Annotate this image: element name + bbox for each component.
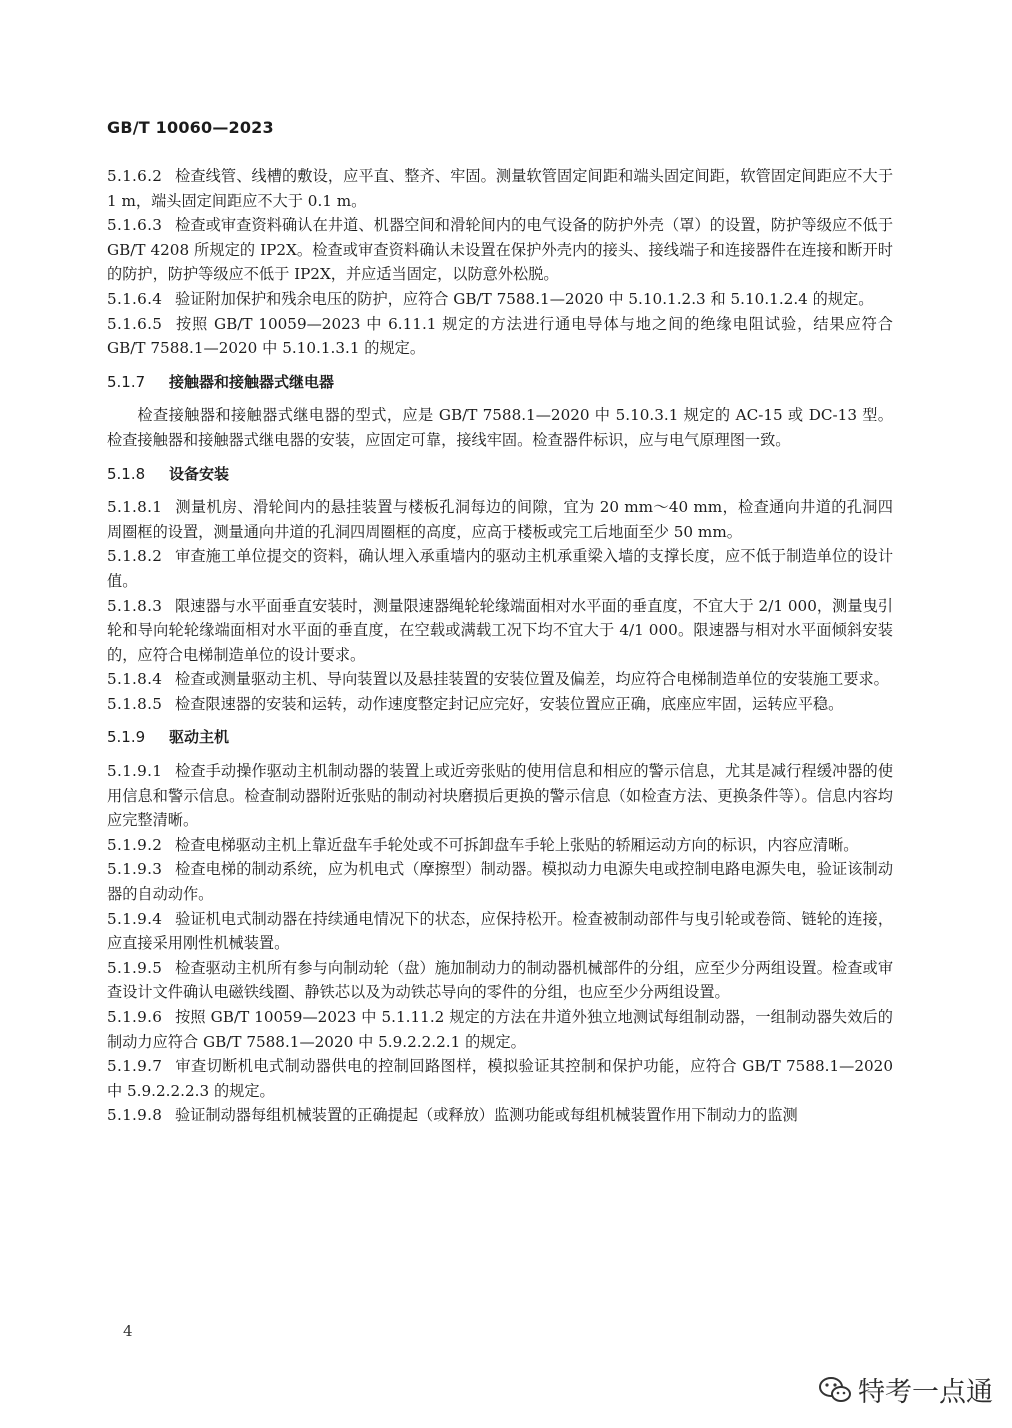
clause-number: 5.1.8.4 bbox=[107, 670, 163, 689]
watermark bbox=[818, 1370, 993, 1409]
wechat-icon bbox=[818, 1375, 852, 1405]
watermark-text: 特考一点通 bbox=[858, 1377, 993, 1408]
clause-number: 5.1.6.4 bbox=[107, 289, 163, 308]
clause-number: 5.1.9.4 bbox=[107, 909, 163, 928]
clause bbox=[107, 667, 893, 692]
clause-text: 检查线管、线槽的敷设，应平直、整齐、牢固。测量软管固定间距和端头固定间距，软管固定间距应不大于 1 m，端头固定间距应不大于 0.1 m。 bbox=[107, 167, 893, 210]
clause-number: 5.1.6.5 bbox=[107, 314, 163, 333]
clause-text: 检查限速器的安装和运转，动作速度整定封记应完好，安装位置应正确，底座应牢固，运转应平稳。 bbox=[175, 694, 844, 713]
clause-text: 检查电梯的制动系统，应为机电式（摩擦型）制动器。模拟动力电源失电或控制电路电源失电，验证该制动器的自动动作。 bbox=[107, 860, 893, 904]
clause bbox=[107, 287, 893, 312]
clause bbox=[107, 759, 893, 833]
clause-number: 5.1.9 bbox=[107, 728, 146, 747]
clause bbox=[107, 544, 893, 593]
clause-text: 限速器与水平面垂直安装时，测量限速器绳轮轮缘端面相对水平面的垂直度，不宜大于 2/1 000，测量曳引轮和导向轮轮缘端面相对水平面的垂直度，在空载或满载工况下均不宜大于 4/1 000。限速器与相对水平面倾斜安装的，应符合电梯制造单位的设计要求。 bbox=[107, 596, 893, 664]
clause-text: 检查驱动主机所有参与向制动轮（盘）施加制动力的制动器机械部件的分组，应至少分两组设置。检查或审查设计文件确认电磁铁线圈、静铁芯以及为动铁芯导向的零件的分组，也应至少分两组设置。 bbox=[107, 958, 893, 1002]
clause-text: 验证附加保护和残余电压的防护，应符合 GB/T 7588.1—2020 中 5.10.1.2.3 和 5.10.1.2.4 的规定。 bbox=[175, 289, 874, 308]
clause bbox=[107, 1054, 893, 1103]
clause-number: 5.1.9.6 bbox=[107, 1008, 163, 1026]
clause bbox=[107, 164, 893, 213]
clause-number: 5.1.8.3 bbox=[107, 596, 163, 615]
clause-text: 审查施工单位提交的资料，确认埋入承重墙内的驱动主机承重梁入墙的支撑长度，应不低于制造单位的设计值。 bbox=[107, 547, 893, 590]
clause-text: 检查或审查资料确认在井道、机器空间和滑轮间内的电气设备的防护外壳（罩）的设置，防护等级应不低于 GB/T 4208 所规定的 IP2X。检查或审查资料确认未设置在保护外壳内的接头、接线端子和连接器件在连接和断开时的防护，防护等级应不低于 IP2X，并应适当固定，以防意外松脱。 bbox=[107, 216, 893, 284]
clause-text: 设备安装 bbox=[169, 464, 230, 483]
clause bbox=[107, 857, 893, 906]
standard-code: GB/T 10060—2023 bbox=[107, 118, 274, 137]
document-body bbox=[107, 164, 893, 1128]
clause-number: 5.1.8.1 bbox=[107, 498, 163, 517]
clause-number: 5.1.9.2 bbox=[107, 835, 163, 854]
clause-text: 按照 GB/T 10059—2023 中 5.1.11.2 规定的方法在井道外独立地测试每组制动器，一组制动器失效后的制动力应符合 GB/T 7588.1—2020 中 5.9.2.2.2.1 的规定。 bbox=[107, 1008, 893, 1051]
clause-text: 检查电梯驱动主机上靠近盘车手轮处或不可拆卸盘车手轮上张贴的轿厢运动方向的标识，内容应清晰。 bbox=[175, 835, 859, 854]
clause bbox=[107, 692, 893, 717]
clause-text: 按照 GB/T 10059—2023 中 6.11.1 规定的方法进行通电导体与地之间的绝缘电阻试验，结果应符合 GB/T 7588.1—2020 中 5.10.1.3.1 的规定。 bbox=[107, 314, 893, 358]
clause-number: 5.1.9.1 bbox=[107, 762, 163, 781]
clause bbox=[107, 312, 893, 361]
page-number: 4 bbox=[123, 1322, 133, 1340]
clause-number: 5.1.6.3 bbox=[107, 216, 163, 235]
clause bbox=[107, 956, 893, 1005]
clause-number: 5.1.9.5 bbox=[107, 958, 163, 977]
clause bbox=[107, 833, 893, 858]
clause bbox=[107, 1103, 893, 1128]
clause bbox=[107, 1005, 893, 1054]
clause-text: 测量机房、滑轮间内的悬挂装置与楼板孔洞每边的间隙，宜为 20 mm～40 mm，检查通向井道的孔洞四周圈框的设置，测量通向井道的孔洞四周圈框的高度，应高于楼板或完工后地面至少 50 mm。 bbox=[107, 498, 893, 541]
paragraph bbox=[107, 403, 893, 452]
clause-text: 验证制动器每组机械装置的正确提起（或释放）监测功能或每组机械装置作用下制动力的监测 bbox=[175, 1106, 798, 1125]
clause-text: 审查切断机电式制动器供电的控制回路图样，模拟验证其控制和保护功能，应符合 GB/T 7588.1—2020 中 5.9.2.2.2.3 的规定。 bbox=[107, 1057, 893, 1100]
clause bbox=[107, 594, 893, 668]
clause-number: 5.1.9.8 bbox=[107, 1106, 163, 1125]
section-heading bbox=[107, 370, 893, 395]
clause bbox=[107, 495, 893, 544]
clause-number: 5.1.8.2 bbox=[107, 547, 163, 566]
clause-number: 5.1.8.5 bbox=[107, 694, 163, 713]
clause bbox=[107, 213, 893, 287]
section-heading bbox=[107, 725, 893, 750]
clause-number: 5.1.8 bbox=[107, 464, 146, 483]
clause-text: 检查接触器和接触器式继电器的型式，应是 GB/T 7588.1—2020 中 5.10.3.1 规定的 AC-15 或 DC-13 型。检查接触器和接触器式继电器的安装，应固定可靠，接线牢固。检查器件标识，应与电气原理图一致。 bbox=[107, 406, 893, 449]
clause-text: 检查手动操作驱动主机制动器的装置上或近旁张贴的使用信息和相应的警示信息，尤其是减行程缓冲器的使用信息和警示信息。检查制动器附近张贴的制动衬块磨损后更换的警示信息（如检查方法、更换条件等）。信息内容均应完整清晰。 bbox=[107, 762, 893, 830]
clause-number: 5.1.9.3 bbox=[107, 860, 163, 879]
clause-number: 5.1.6.2 bbox=[107, 167, 163, 185]
clause-number: 5.1.7 bbox=[107, 372, 146, 391]
clause-text: 验证机电式制动器在持续通电情况下的状态，应保持松开。检查被制动部件与曳引轮或卷筒、链轮的连接，应直接采用刚性机械装置。 bbox=[107, 909, 893, 953]
clause-text: 检查或测量驱动主机、导向装置以及悬挂装置的安装位置及偏差，均应符合电梯制造单位的安装施工要求。 bbox=[175, 670, 889, 689]
clause-number: 5.1.9.7 bbox=[107, 1057, 163, 1076]
section-heading bbox=[107, 462, 893, 487]
clause bbox=[107, 907, 893, 956]
clause-text: 驱动主机 bbox=[169, 728, 230, 747]
clause-text: 接触器和接触器式继电器 bbox=[169, 372, 335, 391]
